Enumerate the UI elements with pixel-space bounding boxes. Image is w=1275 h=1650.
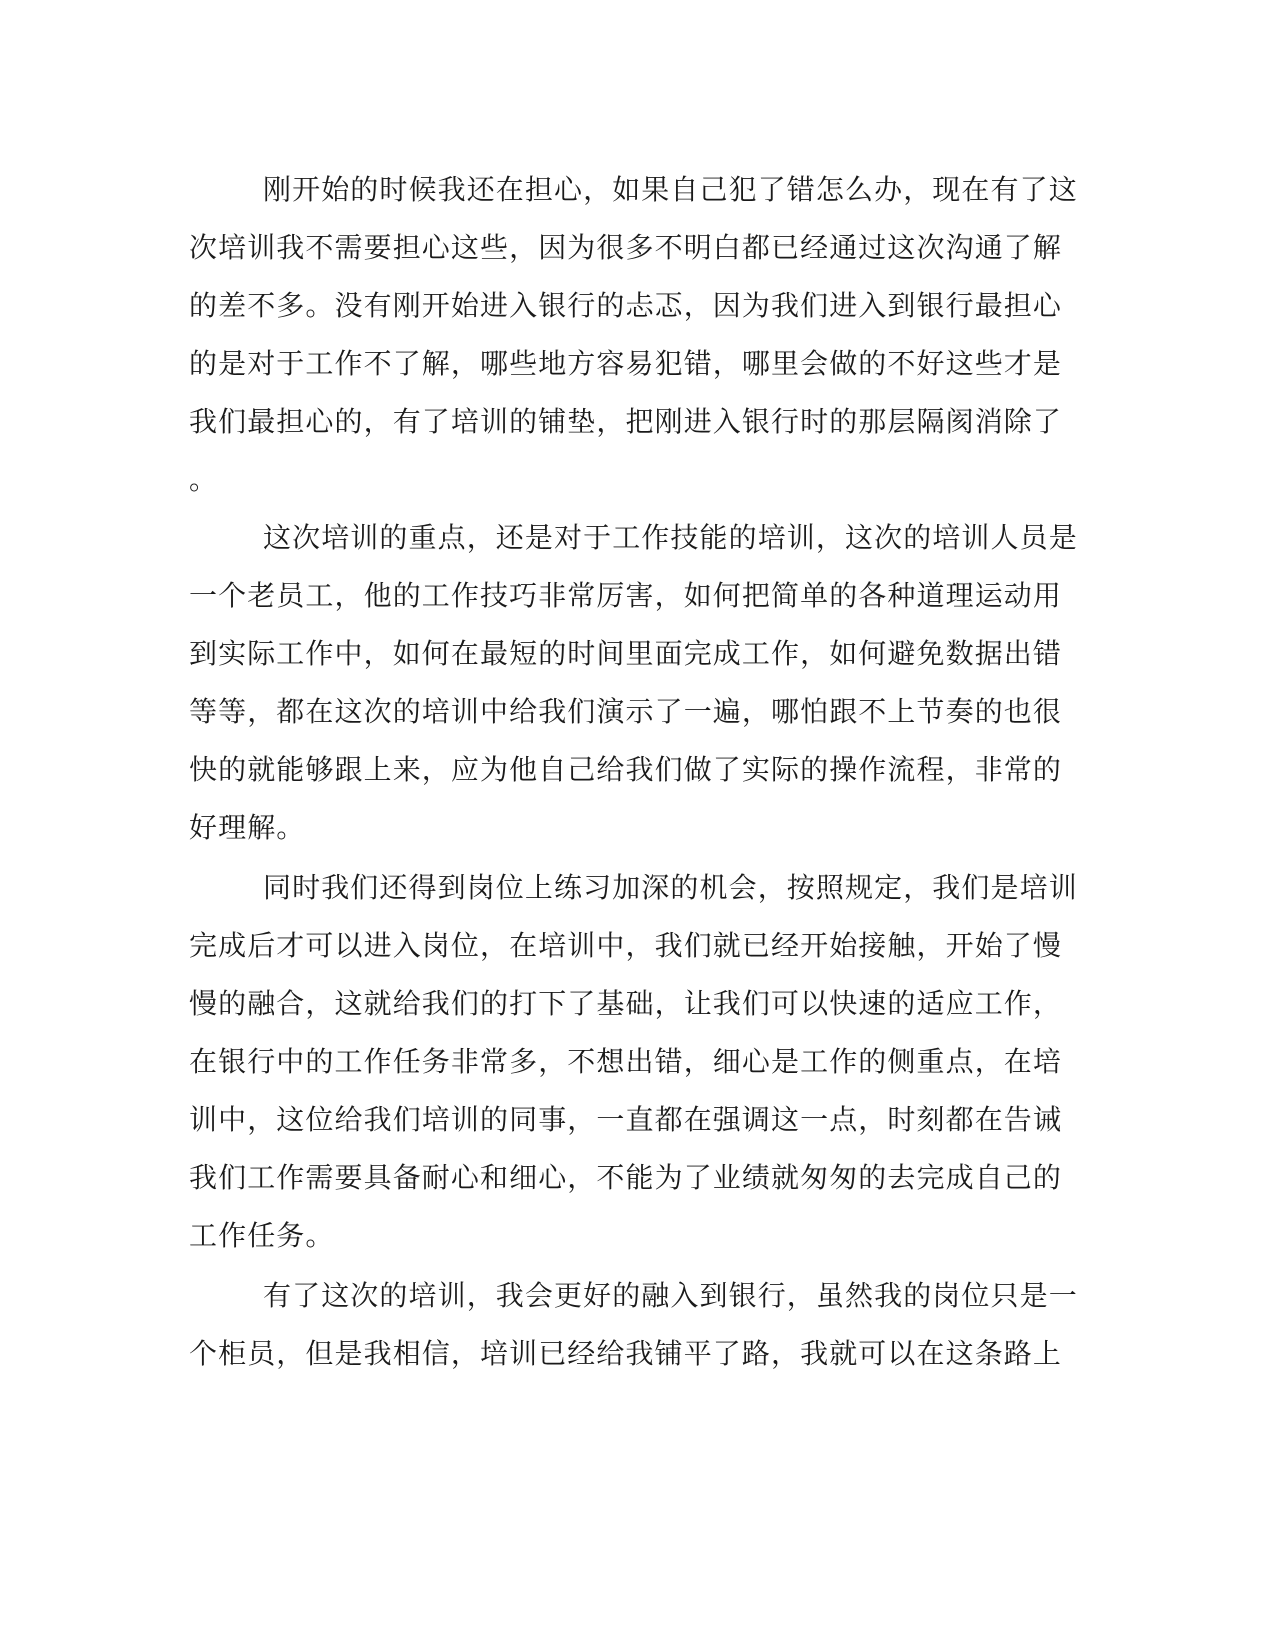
paragraph-1-line-1: 刚开始的时候我还在担心，如果自己犯了错怎么办，现在有了这: [263, 173, 1078, 206]
paragraph-3-line-2: 完成后才可以进入岗位，在培训中，我们就已经开始接触，开始了慢: [189, 929, 1063, 962]
paragraph-3-line-3: 慢的融合，这就给我们的打下了基础，让我们可以快速的适应工作，: [189, 987, 1063, 1020]
paragraph-2-line-2: 一个老员工，他的工作技巧非常厉害，如何把简单的各种道理运动用: [189, 579, 1063, 612]
paragraph-1-line-3: 的差不多。没有刚开始进入银行的忐忑，因为我们进入到银行最担心: [189, 289, 1063, 322]
paragraph-1-line-5: 我们最担心的，有了培训的铺垫，把刚进入银行时的那层隔阂消除了: [189, 405, 1063, 438]
paragraph-1-line-6: 。: [189, 463, 219, 496]
paragraph-2-line-3: 到实际工作中，如何在最短的时间里面完成工作，如何避免数据出错: [189, 637, 1063, 670]
paragraph-2-line-1: 这次培训的重点，还是对于工作技能的培训，这次的培训人员是: [263, 521, 1078, 554]
paragraph-4-line-1: 有了这次的培训，我会更好的融入到银行，虽然我的岗位只是一: [263, 1279, 1078, 1312]
paragraph-3-line-6: 我们工作需要具备耐心和细心，不能为了业绩就匆匆的去完成自己的: [189, 1161, 1063, 1194]
paragraph-3-line-7: 工作任务。: [189, 1219, 335, 1252]
paragraph-2-line-5: 快的就能够跟上来，应为他自己给我们做了实际的操作流程，非常的: [189, 753, 1063, 786]
paragraph-4-line-2: 个柜员，但是我相信，培训已经给我铺平了路，我就可以在这条路上: [189, 1337, 1063, 1370]
paragraph-3-line-5: 训中，这位给我们培训的同事，一直都在强调这一点，时刻都在告诫: [189, 1103, 1063, 1136]
paragraph-1-line-4: 的是对于工作不了解，哪些地方容易犯错，哪里会做的不好这些才是: [189, 347, 1063, 380]
paragraph-2-line-6: 好理解。: [189, 811, 306, 844]
paragraph-1-line-2: 次培训我不需要担心这些，因为很多不明白都已经通过这次沟通了解: [189, 231, 1063, 264]
paragraph-2-line-4: 等等，都在这次的培训中给我们演示了一遍，哪怕跟不上节奏的也很: [189, 695, 1063, 728]
paragraph-3-line-4: 在银行中的工作任务非常多，不想出错，细心是工作的侧重点，在培: [189, 1045, 1063, 1078]
paragraph-3-line-1: 同时我们还得到岗位上练习加深的机会，按照规定，我们是培训: [263, 871, 1078, 904]
